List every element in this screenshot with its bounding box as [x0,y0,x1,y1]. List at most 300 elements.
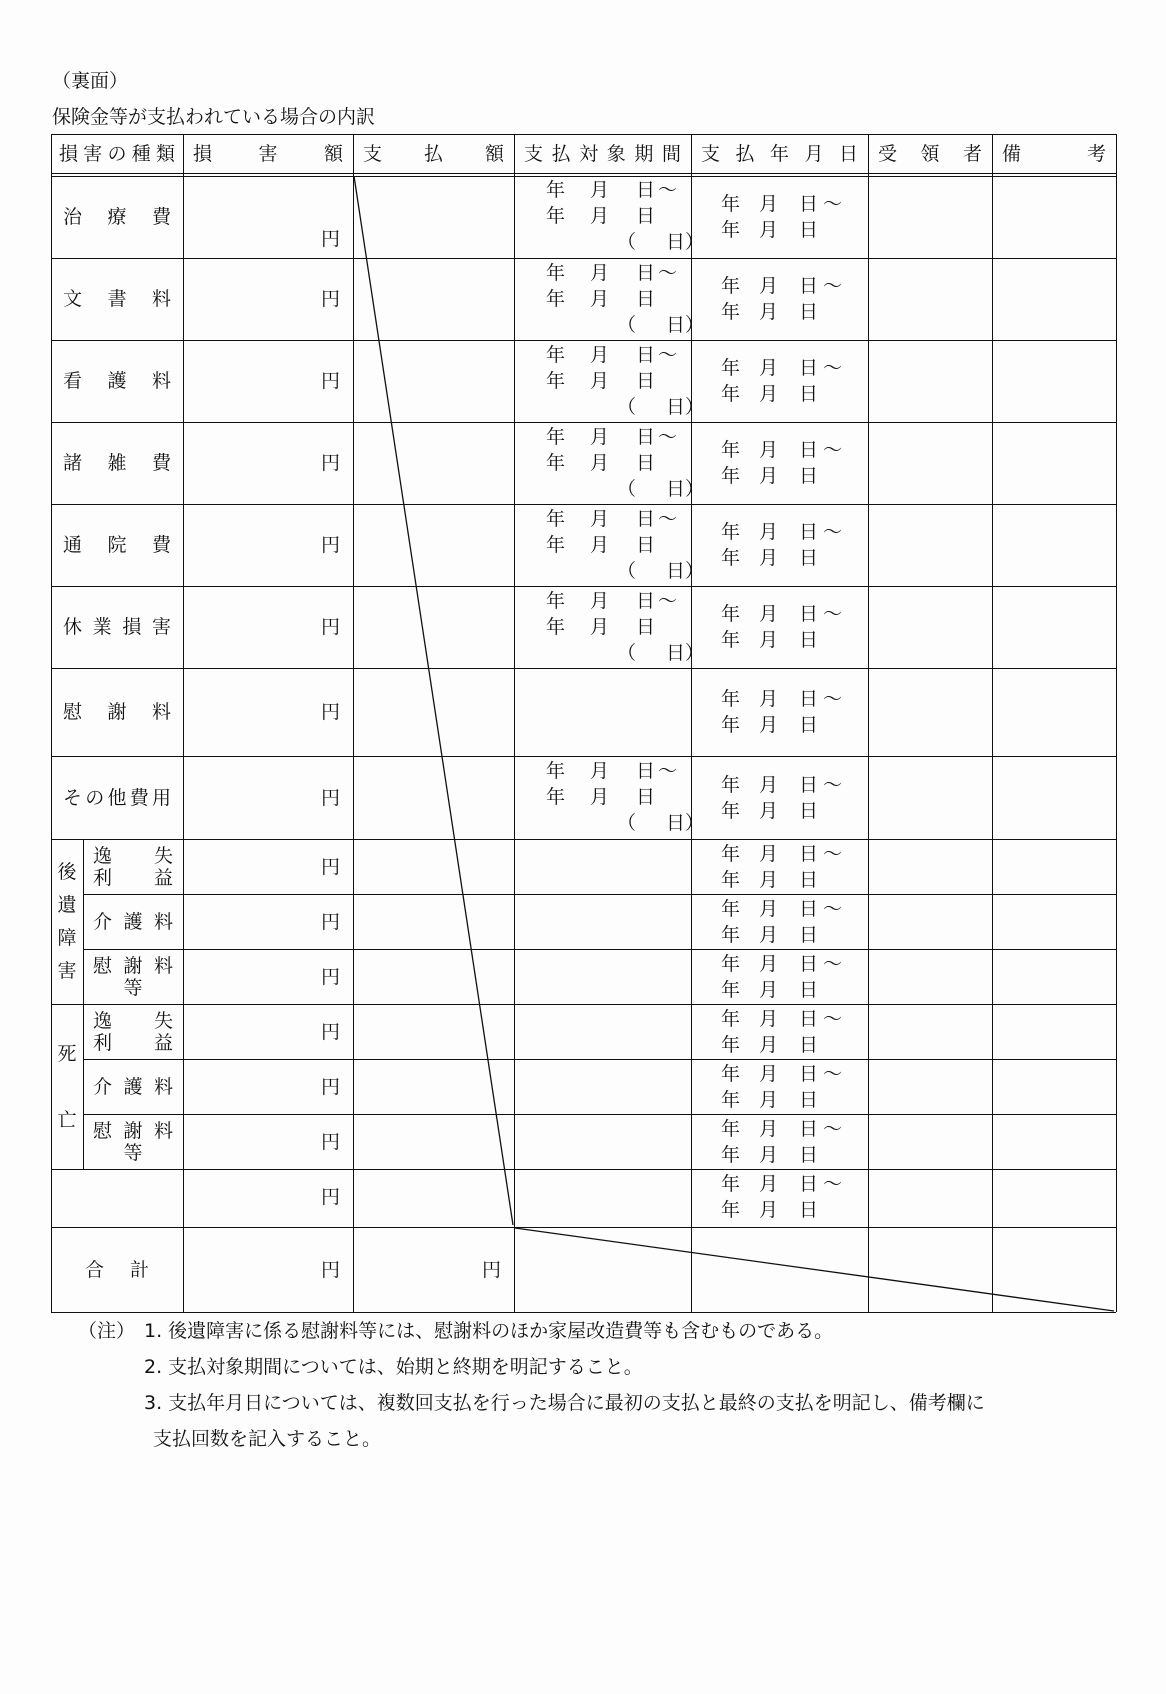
date-month-label: 月 [759,842,779,865]
date-day-label: 日 [799,1007,819,1030]
date-month-label: 月 [759,547,779,569]
char: 間 [661,142,681,165]
char: 文 [63,288,83,310]
char: の [107,142,127,165]
date-day-label: 日 [799,465,819,487]
char: 月 [804,142,824,165]
char: 類 [155,142,175,165]
damage-amount-yen: 円 [321,1185,341,1208]
char: 損 [193,142,213,165]
date-day-label: 日 [799,547,819,569]
char: 備 [1002,142,1022,165]
date-day-label: 日 [799,275,819,297]
date-month-label: 月 [759,1088,779,1111]
tilde-label: 〜 [823,688,843,710]
char: 額 [484,142,504,165]
char: 利 [93,866,113,889]
date-month-label: 月 [759,1033,779,1056]
char: 種 [131,142,151,165]
date-day-label: 日 [636,288,656,310]
payment-date-field [721,1061,842,1113]
day-count-close: 日） [666,231,705,253]
damage-amount-yen: 円 [321,288,341,310]
row-rule [514,668,1116,669]
date-month-label: 月 [590,590,610,612]
date-year-label: 年 [546,205,566,227]
column-rule [992,134,993,1312]
row-rule [514,340,1116,341]
date-day-label: 日 [799,218,819,241]
date-year-label: 年 [721,1088,741,1111]
char: 療 [107,205,127,228]
date-month-label: 月 [590,452,610,474]
payment-date-field [721,601,842,653]
tilde-label: 〜 [823,1007,843,1030]
date-month-label: 月 [759,897,779,920]
char: 料 [153,1119,173,1142]
char: 用 [151,786,171,809]
column-rule [183,134,184,1312]
date-day-label: 日 [799,897,819,920]
header-type [51,134,183,173]
note-3-continued: 支払回数を記入すること。 [153,1428,382,1450]
payment-date-field [721,519,842,571]
char: 費 [151,452,171,474]
date-day-label: 日 [636,205,656,227]
date-month-label: 月 [590,205,610,227]
char: 費 [151,205,171,228]
day-count-open: （ [616,560,636,582]
char: 等 [123,976,143,999]
char: 益 [153,866,173,889]
payment-date-field [721,273,842,325]
char: 失 [153,844,173,867]
date-day-label: 日 [636,262,656,284]
date-day-label: 日 [799,688,819,710]
char: 等 [123,1141,143,1164]
char: 亡 [57,1108,77,1131]
date-day-label: 日 [799,629,819,651]
payment-date-field [721,951,842,1003]
char: 介 [93,1075,113,1098]
row-label [51,340,183,422]
char: 利 [93,1031,113,1054]
payment-date-field [721,841,842,893]
char: 期 [634,142,654,165]
date-day-label: 日 [636,786,656,808]
date-day-label: 日 [636,534,656,556]
payment-date-field [721,191,842,243]
day-count-open: （ [616,314,636,336]
date-day-label: 日 [799,1062,819,1085]
tilde-label: 〜 [823,1117,843,1140]
tilde-label: 〜 [658,760,678,782]
char: 諸 [63,452,83,474]
date-year-label: 年 [721,1198,741,1221]
table-bottom-border [51,1312,1116,1313]
payment-date-field [721,686,842,738]
row-rule [514,422,1116,423]
date-year-label: 年 [721,629,741,651]
char: 失 [153,1009,173,1032]
char: 額 [323,142,343,165]
header-remarks [992,134,1116,173]
date-year-label: 年 [721,1062,741,1085]
payment-date-field [721,355,842,407]
char: 害 [151,616,171,638]
damage-amount-yen: 円 [321,534,341,556]
date-month-label: 月 [759,439,779,461]
date-month-label: 月 [759,1117,779,1140]
date-day-label: 日 [799,773,819,796]
tilde-label: 〜 [823,897,843,920]
char: 料 [153,1075,173,1098]
date-year-label: 年 [721,714,741,736]
date-month-label: 月 [590,616,610,638]
date-year-label: 年 [721,1172,741,1195]
date-year-label: 年 [721,978,741,1001]
header-payment-date [691,134,868,173]
date-day-label: 日 [636,179,656,201]
date-day-label: 日 [799,1172,819,1195]
char: 護 [107,370,127,392]
date-day-label: 日 [799,1117,819,1140]
sub-row-label [83,949,183,1004]
tilde-label: 〜 [823,952,843,975]
tilde-label: 〜 [823,275,843,297]
payment-date-field [721,1171,842,1223]
date-month-label: 月 [759,952,779,975]
row-rule [514,756,1116,757]
date-day-label: 日 [799,978,819,1001]
char: 費 [151,534,171,556]
char: 雑 [107,452,127,474]
date-day-label: 日 [636,590,656,612]
char: 象 [606,142,626,165]
date-month-label: 月 [759,923,779,946]
date-day-label: 日 [799,521,819,543]
header-period [514,134,691,173]
char: 慰 [93,1119,113,1142]
char: 他 [107,786,127,809]
date-day-label: 日 [799,1088,819,1111]
date-year-label: 年 [721,1033,741,1056]
date-month-label: 月 [759,629,779,651]
date-day-label: 日 [799,1033,819,1056]
date-day-label: 日 [799,923,819,946]
char: 治 [63,205,83,228]
date-year-label: 年 [721,521,741,543]
char: 害 [83,142,103,165]
date-year-label: 年 [721,547,741,569]
date-day-label: 日 [636,760,656,782]
date-year-label: 年 [721,1007,741,1030]
char: 護 [123,1075,143,1098]
date-month-label: 月 [759,218,779,241]
date-day-label: 日 [799,603,819,625]
date-year-label: 年 [721,603,741,625]
date-year-label: 年 [721,952,741,975]
damage-amount-yen: 円 [321,228,341,250]
day-count-close: 日） [666,314,705,336]
payment-period-field [546,588,704,666]
char: 慰 [63,701,83,723]
total-top-rule [51,1227,1116,1228]
char: 支 [363,142,383,165]
date-year-label: 年 [721,383,741,405]
date-year-label: 年 [721,1143,741,1166]
row-label [51,586,183,668]
date-month-label: 月 [759,521,779,543]
damage-amount-yen: 円 [321,1075,341,1098]
date-year-label: 年 [721,897,741,920]
date-month-label: 月 [759,799,779,822]
date-day-label: 日 [799,799,819,822]
payment-period-field [546,758,704,836]
payment-period-field [546,177,704,255]
date-year-label: 年 [721,868,741,891]
char: 護 [123,910,143,933]
date-year-label: 年 [721,439,741,461]
row-rule [51,1169,514,1170]
char: 損 [59,142,79,165]
column-rule [868,134,869,1312]
date-month-label: 月 [759,868,779,891]
date-month-label: 月 [590,288,610,310]
date-year-label: 年 [546,344,566,366]
date-year-label: 年 [546,426,566,448]
date-month-label: 月 [759,1172,779,1195]
date-month-label: 月 [759,383,779,405]
date-day-label: 日 [799,1198,819,1221]
note-3: 3. 支払年月日については、複数回支払を行った場合に最初の支払と最終の支払を明記し、備考欄に [144,1392,985,1414]
date-day-label: 日 [799,842,819,865]
date-year-label: 年 [546,179,566,201]
date-month-label: 月 [590,426,610,448]
row-rule [514,258,1116,259]
tilde-label: 〜 [823,439,843,461]
tilde-label: 〜 [658,590,678,612]
tilde-label: 〜 [823,773,843,796]
date-month-label: 月 [759,192,779,215]
header-recipient [868,134,992,173]
total-payment-yen: 円 [482,1258,502,1281]
date-year-label: 年 [546,590,566,612]
char: 受 [878,142,898,165]
day-count-open: （ [616,231,636,253]
payment-period-field [546,424,704,502]
damage-amount-yen: 円 [321,452,341,474]
date-month-label: 月 [759,1143,779,1166]
date-month-label: 月 [759,714,779,736]
date-year-label: 年 [721,842,741,865]
date-year-label: 年 [546,288,566,310]
date-day-label: 日 [636,616,656,638]
total-damage-yen: 円 [321,1258,341,1281]
date-day-label: 日 [636,426,656,448]
date-year-label: 年 [721,301,741,323]
damage-amount-yen: 円 [321,1130,341,1153]
char: 料 [153,954,173,977]
char: 看 [63,370,83,392]
date-day-label: 日 [799,1143,819,1166]
payment-date-field [721,772,842,824]
date-month-label: 月 [590,262,610,284]
tilde-label: 〜 [658,344,678,366]
date-year-label: 年 [721,799,741,822]
date-day-label: 日 [799,383,819,405]
sub-row-label [83,894,183,949]
char: 費 [129,786,149,809]
tilde-label: 〜 [823,192,843,215]
char: 害 [258,142,278,165]
date-month-label: 月 [759,688,779,710]
char: 支 [701,142,721,165]
char: 払 [735,142,755,165]
date-day-label: 日 [799,439,819,461]
sub-row-label [83,1059,183,1114]
date-month-label: 月 [759,1198,779,1221]
date-year-label: 年 [721,688,741,710]
row-label [51,668,183,756]
day-count-open: （ [616,642,636,664]
tilde-label: 〜 [823,521,843,543]
tilde-label: 〜 [658,179,678,201]
damage-amount-yen: 円 [321,370,341,392]
char: 害 [57,960,77,982]
char: 逸 [93,844,113,867]
date-year-label: 年 [546,508,566,530]
char: 通 [63,534,83,556]
date-day-label: 日 [799,301,819,323]
date-month-label: 月 [759,773,779,796]
payment-date-field [721,1116,842,1168]
row-label [51,504,183,586]
damage-amount-yen: 円 [321,1020,341,1043]
char: 払 [551,142,571,165]
char: 後 [57,861,77,883]
damage-amount-yen: 円 [321,965,341,988]
date-month-label: 月 [590,786,610,808]
damage-amount-yen: 円 [321,855,341,878]
damage-amount-yen: 円 [321,701,341,723]
date-year-label: 年 [721,357,741,379]
char: 料 [151,370,171,392]
char: 障 [57,927,77,949]
char: 料 [151,288,171,310]
date-month-label: 月 [759,301,779,323]
char: 謝 [123,1119,143,1142]
date-day-label: 日 [636,370,656,392]
char: 院 [107,534,127,556]
date-day-label: 日 [636,508,656,530]
char: 日 [838,142,858,165]
char: 逸 [93,1009,113,1032]
row-label [51,756,183,839]
date-month-label: 月 [759,978,779,1001]
date-month-label: 月 [590,534,610,556]
date-month-label: 月 [590,179,610,201]
date-year-label: 年 [721,773,741,796]
day-count-close: 日） [666,812,705,834]
char: 合 [85,1258,105,1281]
date-month-label: 月 [759,1062,779,1085]
date-year-label: 年 [546,534,566,556]
tilde-label: 〜 [658,262,678,284]
char: の [85,786,105,809]
tilde-label: 〜 [658,508,678,530]
char: 料 [153,910,173,933]
payment-period-field [546,506,704,584]
tilde-label: 〜 [823,357,843,379]
char: 慰 [93,954,113,977]
column-rule [353,134,354,1312]
char: 計 [129,1258,149,1281]
char: 対 [579,142,599,165]
group-label-0 [51,839,83,1004]
tilde-label: 〜 [658,426,678,448]
page-side-label: （裏面） [52,70,129,92]
notes-prefix: （注） [78,1320,136,1342]
group-label-1 [51,1004,83,1169]
char: 休 [63,616,83,638]
date-year-label: 年 [546,760,566,782]
char: 謝 [107,701,127,723]
char: 損 [122,616,142,638]
row-label [51,422,183,504]
payment-date-field [721,1006,842,1058]
date-year-label: 年 [721,275,741,297]
damage-amount-yen: 円 [321,616,341,638]
char: そ [63,786,83,809]
date-year-label: 年 [721,923,741,946]
char: 年 [769,142,789,165]
date-year-label: 年 [721,465,741,487]
row-rule [514,504,1116,505]
header-damage-amount [183,134,353,173]
date-month-label: 月 [590,344,610,366]
date-year-label: 年 [546,616,566,638]
header-payment-amount [353,134,514,173]
sub-row-label [83,839,183,894]
day-count-close: 日） [666,642,705,664]
day-count-open: （ [616,812,636,834]
day-count-open: （ [616,478,636,500]
tilde-label: 〜 [823,1172,843,1195]
date-month-label: 月 [759,603,779,625]
date-month-label: 月 [590,760,610,782]
date-year-label: 年 [721,218,741,241]
table-right-border [1116,134,1117,1312]
total-label [51,1227,183,1312]
date-month-label: 月 [590,370,610,392]
date-year-label: 年 [546,370,566,392]
date-day-label: 日 [799,868,819,891]
note-2: 2. 支払対象期間については、始期と終期を明記すること。 [144,1356,643,1378]
damage-amount-yen: 円 [321,910,341,933]
char: 益 [153,1031,173,1054]
date-day-label: 日 [636,344,656,366]
date-day-label: 日 [799,952,819,975]
note-1: 1. 後遺障害に係る慰謝料等には、慰謝料のほか家屋改造費等も含むものである。 [144,1320,834,1342]
day-count-close: 日） [666,478,705,500]
tilde-label: 〜 [823,603,843,625]
sub-row-label [83,1004,183,1059]
date-year-label: 年 [721,192,741,215]
date-day-label: 日 [799,714,819,736]
column-rule [514,134,515,1312]
char: 払 [423,142,443,165]
